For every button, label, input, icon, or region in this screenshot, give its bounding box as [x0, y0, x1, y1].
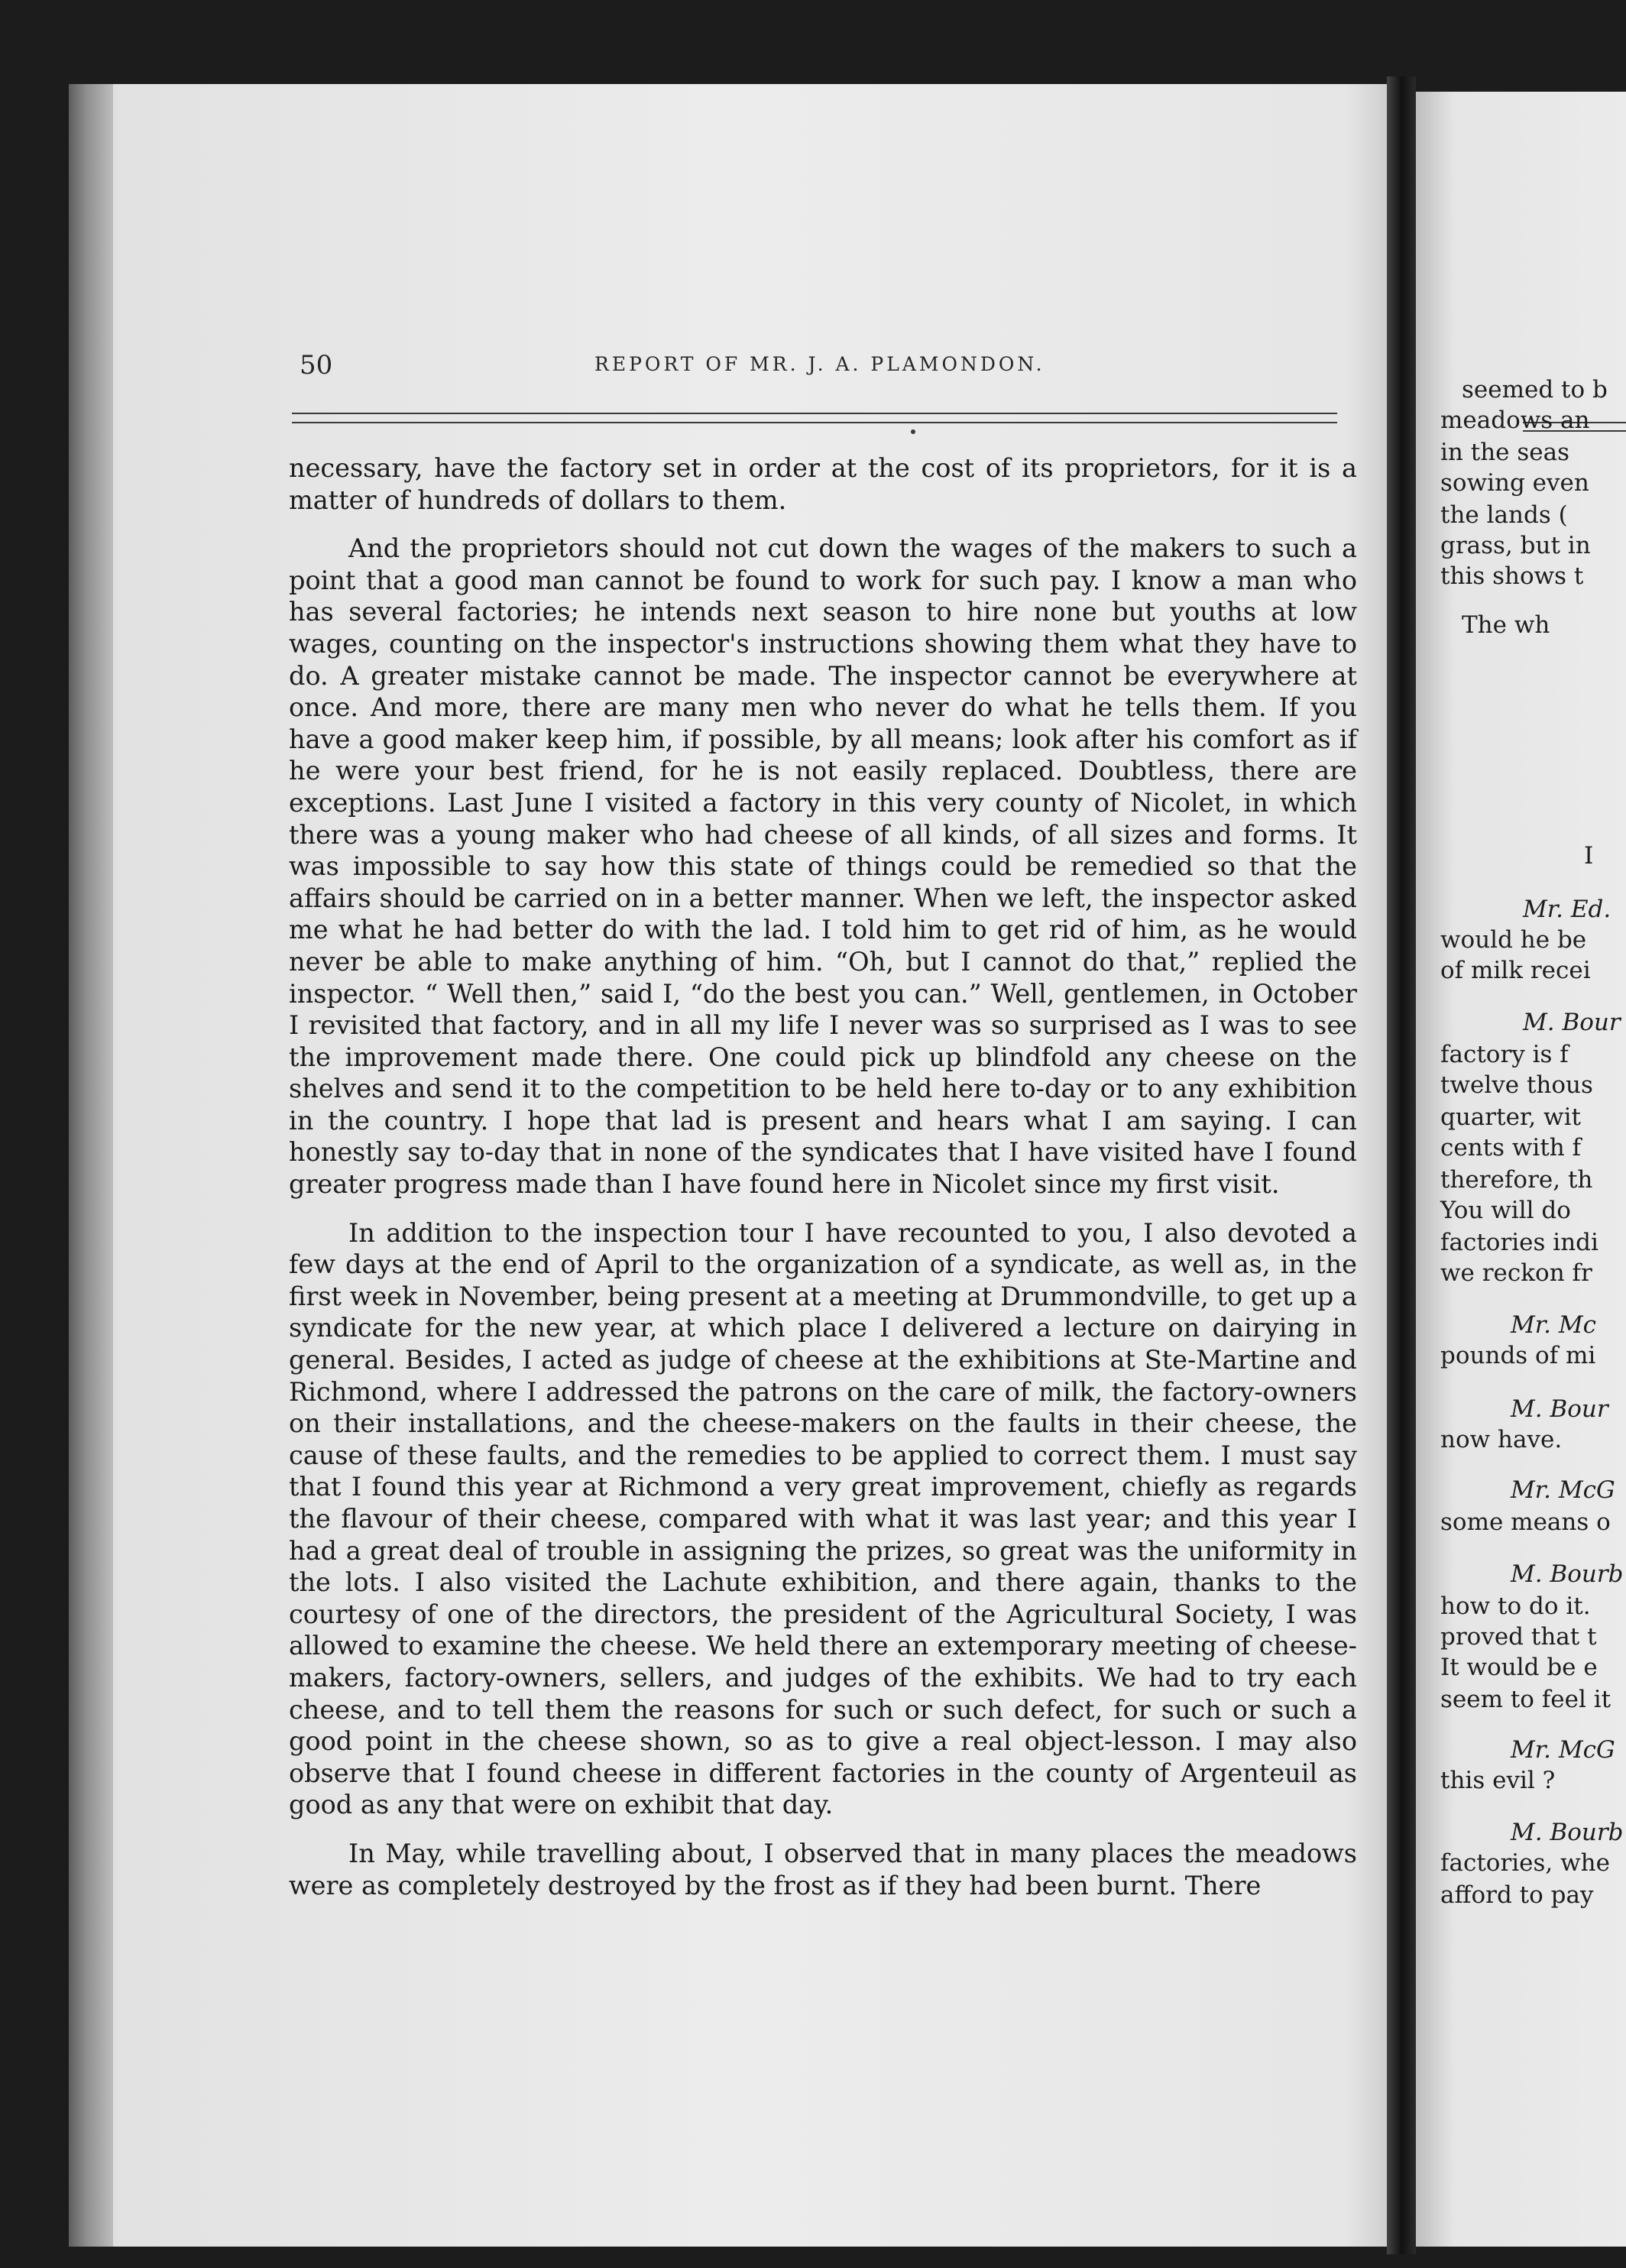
facing-page-line: this evil ?	[1440, 1767, 1556, 1794]
facing-page-line: sowing even	[1440, 469, 1589, 497]
facing-page-line: quarter, wit	[1440, 1103, 1581, 1131]
facing-page-line: proved that t	[1440, 1623, 1597, 1651]
page-edge-shadow	[69, 84, 113, 2247]
facing-page-line: Mr. McG	[1511, 1476, 1615, 1504]
facing-page-line: in the seas	[1440, 439, 1570, 466]
facing-page-line: M. Bour	[1511, 1395, 1608, 1423]
facing-page-line: It would be e	[1440, 1654, 1598, 1681]
facing-page-line: of milk recei	[1440, 957, 1591, 984]
facing-page-line: we reckon fr	[1440, 1259, 1592, 1287]
ornament-dot	[911, 429, 915, 434]
paragraph: In addition to the inspection tour I have recounted to you, I also devoted a few days at the end of April to the organization of a syndicate, as well as, in the first week in November, being present at a meeting at Drummondville, to get up a syndicate for the new year, at which place I delivered a lecture on dairying in general. Besides, I acted as judge of cheese at the exhibitions at Ste-Martine and Richmond, where I addressed the patrons on the care of milk, the factory-owners on their installations, and the cheese-makers on the faults in their cheese, the cause of these faults, and the remedies to be applied to correct them. I must say that I found this year at Richmond a very great improvement, chiefly as regards the flavour of their cheese, compared with what it was last year; and this year I had a great deal of trouble in assigning the prizes, so great was the uniformity in the lots. I also visited the Lachute exhibition, and there again, thanks to the courtesy of one of the directors, the president of the Agricultural Society, I was allowed to examine the cheese. We held there an extemporary meeting of cheese-makers, factory-owners, sellers, and judges of the exhibits. We had to try each cheese, and to tell them the reasons for such or such defect, for such or such a good point in the cheese shown, so as to give a real object-lesson. I may also observe that I found cheese in different factories in the county of Argenteuil as good as any that were on exhibit that day.	[289, 1217, 1357, 1820]
facing-page-line: factories indi	[1440, 1229, 1598, 1256]
facing-page-line: twelve thous	[1440, 1071, 1593, 1099]
paragraph: In May, while travelling about, I observed that in many places the meadows were as completely destroyed by the frost as if they had been burnt. There	[289, 1838, 1357, 1900]
binding-gutter	[1387, 76, 1416, 2254]
body-text	[289, 452, 1357, 1918]
page-header	[0, 350, 1626, 388]
facing-page-line: Mr. Mc	[1511, 1311, 1596, 1339]
facing-page-line: factory is f	[1440, 1041, 1569, 1068]
facing-page-line: grass, but in	[1440, 532, 1591, 559]
facing-page-line: how to do it.	[1440, 1592, 1591, 1620]
facing-page-line: Mr. McG	[1511, 1736, 1615, 1764]
facing-page-line: would he be	[1440, 926, 1587, 954]
facing-page-line: cents with f	[1440, 1134, 1582, 1162]
facing-page-line: I	[1584, 842, 1594, 870]
facing-page-line: afford to pay	[1440, 1881, 1594, 1909]
paragraph: And the proprietors should not cut down the wages of the makers to such a point that a good man cannot be found to work for such pay. I know a man who has several factories; he intends next season to hire none but youths at low wages, counting on the inspector's instructions showing them what they have to do. A greater mistake cannot be made. The inspector cannot be everywhere at once. And more, there are many men who never do what he tells them. If you have a good maker keep him, if possible, by all means; look after his comfort as if he were your best friend, for he is not easily replaced. Doubtless, there are exceptions. Last June I visited a factory in this very county of Nicolet, in which there was a young maker who had cheese of all kinds, of all sizes and forms. It was impossible to say how this state of things could be remedied so that the affairs should be carried on in a better manner. When we left, the inspector asked me what he had better do with the lad. I told him to get rid of him, as he would never be able to make anything of him. “Oh, but I cannot do that,” replied the inspector. “ Well then,” said I, “do the best you can.” Well, gentlemen, in October I revisited that factory, and in all my life I never was so surprised as I was to see the improvement made there. One could pick up blindfold any cheese on the shelves and send it to the competition to be held here to-day or to any exhibition in the country. I hope that lad is present and hears what I am saying. I can honestly say to-day that in none of the syndicates that I have visited have I found greater progress made than I have found here in Nicolet since my first visit.	[289, 533, 1357, 1200]
facing-page-line: seemed to b	[1462, 376, 1608, 403]
facing-page-line: the lands (	[1440, 501, 1568, 529]
facing-page-line: M. Bourb	[1511, 1560, 1624, 1588]
facing-page	[1416, 92, 1626, 2247]
facing-page-line: M. Bourb	[1511, 1819, 1624, 1846]
paragraph: necessary, have the factory set in order at the cost of its proprietors, for it is a matter of hundreds of dollars to them.	[289, 453, 1357, 515]
facing-page-line: factories, whe	[1440, 1849, 1610, 1877]
facing-page-line: meadows an	[1440, 407, 1590, 434]
facing-page-line: You will do	[1440, 1197, 1571, 1224]
page-number: 50	[300, 350, 333, 381]
running-head: REPORT OF MR. J. A. PLAMONDON.	[594, 353, 1045, 375]
facing-page-line: some means o	[1440, 1508, 1611, 1536]
header-rule-top	[292, 413, 1337, 414]
facing-page-line: seem to feel it	[1440, 1686, 1611, 1713]
facing-page-line: this shows t	[1440, 562, 1584, 590]
facing-page-line: therefore, th	[1440, 1166, 1593, 1194]
facing-page-line: Mr. Ed.	[1523, 896, 1611, 923]
facing-page-line: M. Bour	[1523, 1009, 1621, 1036]
header-rule-bottom	[292, 422, 1337, 423]
facing-page-line: now have.	[1440, 1426, 1563, 1453]
facing-page-line: The wh	[1462, 611, 1550, 639]
facing-page-line: pounds of mi	[1440, 1342, 1596, 1369]
